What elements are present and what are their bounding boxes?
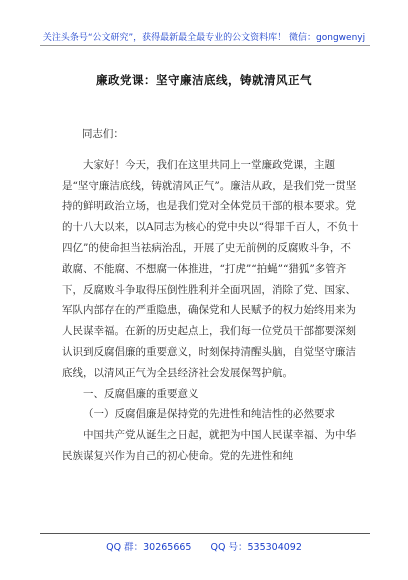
salutation: 同志们： xyxy=(81,128,124,140)
section-heading: 一、反腐倡廉的重要意义 xyxy=(83,387,199,400)
header-banner: 关注头条号“公文研究”，获得最新最全最专业的公文资料库！ 微信：gongwenyj xyxy=(42,33,366,43)
paragraph-body: 中国共产党从诞生之日起，就把为中国人民谋幸福、为中华民族谋复兴作为自己的初心使命。党的先进性和纯 xyxy=(62,429,356,462)
footer-qq-number: QQ 号：535304092 xyxy=(210,542,302,553)
document-title: 廉政党课：坚守廉洁底线，铸就清风正气 xyxy=(96,73,312,87)
footer-divider xyxy=(40,533,370,534)
document-body xyxy=(62,124,360,467)
subsection-heading: （一）反腐倡廉是保持党的先进性和纯洁性的必然要求 xyxy=(83,408,335,421)
footer-contact xyxy=(0,539,408,553)
paragraph-intro: 大家好！今天，我们在这里共同上一堂廉政党课，主题是“坚守廉洁底线，铸就清风正气”。廉洁从政，是我们党一贯坚持的鲜明政治立场，也是我们党对全体党员干部的根本要求。党的十八大以来，以A同志为核心的党中央以“得罪千百人，不负十四亿”的使命担当祛病治乱，开展了史无前例的反腐败斗争，不敢腐、不能腐、不想腐一体推进，“打虎”“拍蝇”“猎狐”多管齐下，反腐败斗争取得压倒性胜利并全面巩固，消除了党、国家、军队内部存在的严重隐患，确保党和人民赋予的权力始终用来为人民谋幸福。在新的历史起点上，我们每一位党员干部都要深刻认识到反腐倡廉的重要意义，时刻保持清醒头脑，自觉坚守廉洁底线，以清风正气为全县经济社会发展保驾护航。 xyxy=(62,158,359,379)
header-divider xyxy=(40,45,370,46)
footer-qq-group: QQ 群：30265665 xyxy=(106,542,192,553)
